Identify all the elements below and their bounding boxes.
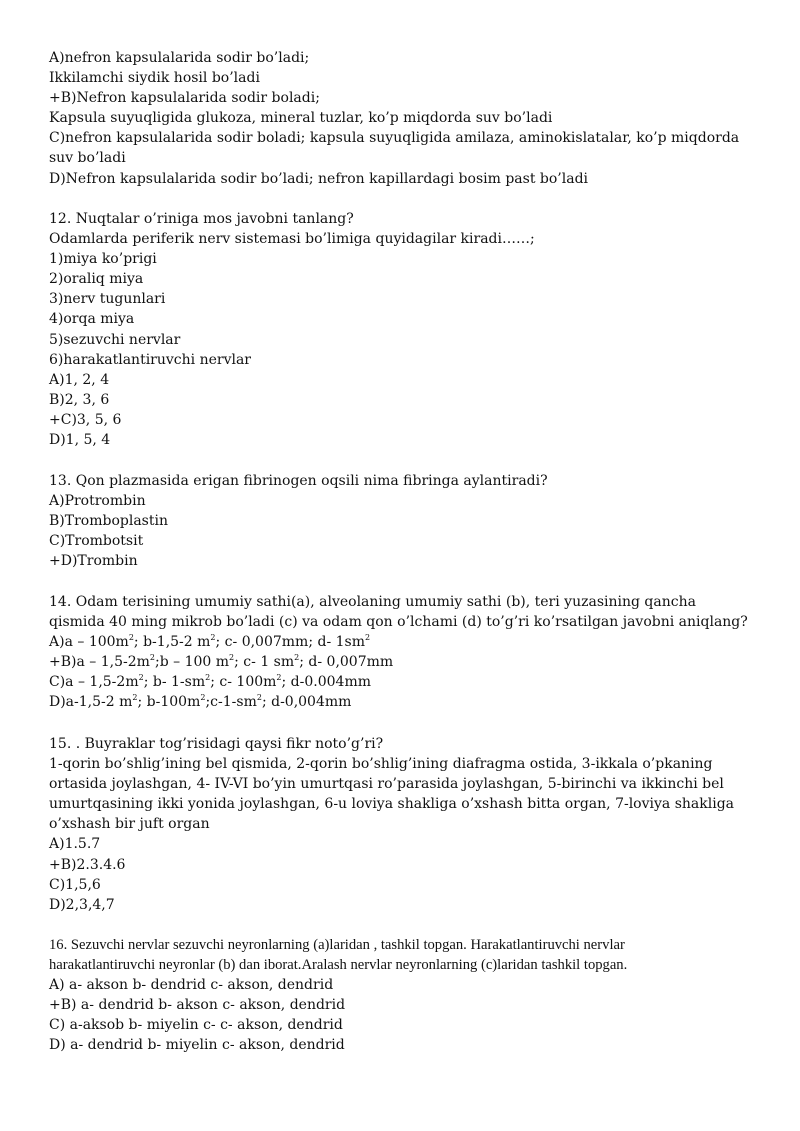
question-title: 13. Qon plazmasida erigan fibrinogen oqsili nima fibringa aylantiradi?: [49, 473, 548, 489]
question-11-tail: [49, 48, 769, 189]
answer-option-correct: +B)2.3.4.6: [49, 856, 126, 873]
question-text: Odamlarda periferik nerv sistemasi bo’limiga quyidagilar kiradi……;: [49, 231, 535, 248]
list-item: 4)orqa miya: [49, 311, 135, 328]
question-title: 16. Sezuvchi nervlar sezuvchi neyronlarning (a)laridan , tashkil topgan. Harakatlantiruvchi nervlar: [49, 937, 625, 953]
answer-option: D)1, 5, 4: [49, 432, 111, 449]
answer-option: A)nefron kapsulalarida sodir bo’ladi;: [49, 50, 310, 66]
answer-option: D)2,3,4,7: [49, 896, 115, 913]
answer-option: C)nefron kapsulalarida sodir boladi; kapsula suyuqligida amilaza, aminokislatalar, ko’p miqdorda: [49, 130, 740, 147]
question-title: 14. Odam terisining umumiy sathi(a), alveolaning umumiy sathi (b), teri yuzasining qancha: [49, 594, 696, 610]
answer-option: A)1.5.7: [49, 836, 101, 853]
answer-option: A)Protrombin: [49, 493, 146, 510]
answer-option-correct: $+B)a - 1,5-2m^2;b - 100$ $m^2$; c- 1 $sm^2$; d- 0,007mm: [49, 653, 394, 671]
answer-option-correct: +B) a- dendrid b- akson c- akson, dendrid: [49, 997, 346, 1014]
answer-option: D)a-1,5-2 $m^2$; $b-100m^2;c-1-sm^2$; d-0,004mm: [49, 693, 352, 711]
question-12: [49, 209, 769, 450]
answer-option: A)1, 2, 4: [49, 371, 110, 388]
question-text: ortasida joylashgan, 4- IV-VI bo’yin umurtqasi ro’parasida joylashgan, 5-birinchi va ikkinchi bel: [49, 776, 724, 793]
answer-option: B)2, 3, 6: [49, 391, 110, 408]
question-16: [49, 935, 769, 1056]
answer-option-correct: +D)Trombin: [49, 553, 138, 570]
question-15: [49, 734, 769, 915]
answer-option: C) a-aksob b- miyelin c- c- akson, dendrid: [49, 1017, 343, 1034]
question-text: 1-qorin bo’shlig’ining bel qismida, 2-qorin bo’shlig’ining diafragma ostida, 3-ikkala o’pkaning: [49, 756, 713, 773]
answer-option-correct: +C)3, 5, 6: [49, 411, 122, 428]
answer-option-correct: +B)Nefron kapsulalarida sodir boladi;: [49, 90, 320, 107]
answer-option: $A)a - 100m^2$; b-1,5-2 $m^2$; c- 0,007mm; d- $1sm^2$: [49, 633, 371, 651]
text-line: Ikkilamchi siydik hosil bo’ladi: [49, 70, 260, 87]
question-text: harakatlantiruvchi neyronlar (b) dan iborat.Aralash nervlar neyronlarning (c)laridan tashkil topgan.: [49, 957, 628, 974]
text-line: suv bo’ladi: [49, 150, 126, 167]
question-text: qismida 40 ming mikrob bo’ladi (c) va odam qon o’lchami (d) to’g’ri ko’rsatilgan javobni aniqlang?: [49, 614, 748, 631]
list-item: 6)harakatlantiruvchi nervlar: [49, 351, 251, 368]
list-item: 5)sezuvchi nervlar: [49, 331, 181, 348]
list-item: 2)oraliq miya: [49, 271, 144, 288]
question-13: [49, 471, 769, 571]
answer-option: A) a- akson b- dendrid c- akson, dendrid: [49, 977, 334, 994]
answer-option: D) a- dendrid b- miyelin c- akson, dendrid: [49, 1037, 345, 1054]
question-14: [49, 592, 769, 713]
question-text: umurtqasining ikki yonida joylashgan, 6-u loviya shakliga o’xshash bitta organ, 7-loviya shakliga: [49, 796, 735, 813]
text-line: Kapsula suyuqligida glukoza, mineral tuzlar, ko’p miqdorda suv bo’ladi: [49, 110, 553, 127]
list-item: 3)nerv tugunlari: [49, 291, 166, 308]
answer-option: C)1,5,6: [49, 876, 101, 893]
answer-option: $C)a - 1,5-2m^2$; b- $1-sm^2$; c- $100m^2$; d-0.004mm: [49, 673, 371, 691]
question-text: o’xshash bir juft organ: [49, 816, 210, 833]
answer-option: B)Tromboplastin: [49, 513, 168, 530]
question-title: 15. . Buyraklar tog’risidagi qaysi fikr noto’g’ri?: [49, 736, 384, 752]
answer-option: C)Trombotsit: [49, 533, 144, 550]
list-item: 1)miya ko’prigi: [49, 251, 157, 268]
answer-option: D)Nefron kapsulalarida sodir bo’ladi; nefron kapillardagi bosim past bo’ladi: [49, 170, 589, 187]
question-title: 12. Nuqtalar o’riniga mos javobni tanlang?: [49, 211, 354, 227]
